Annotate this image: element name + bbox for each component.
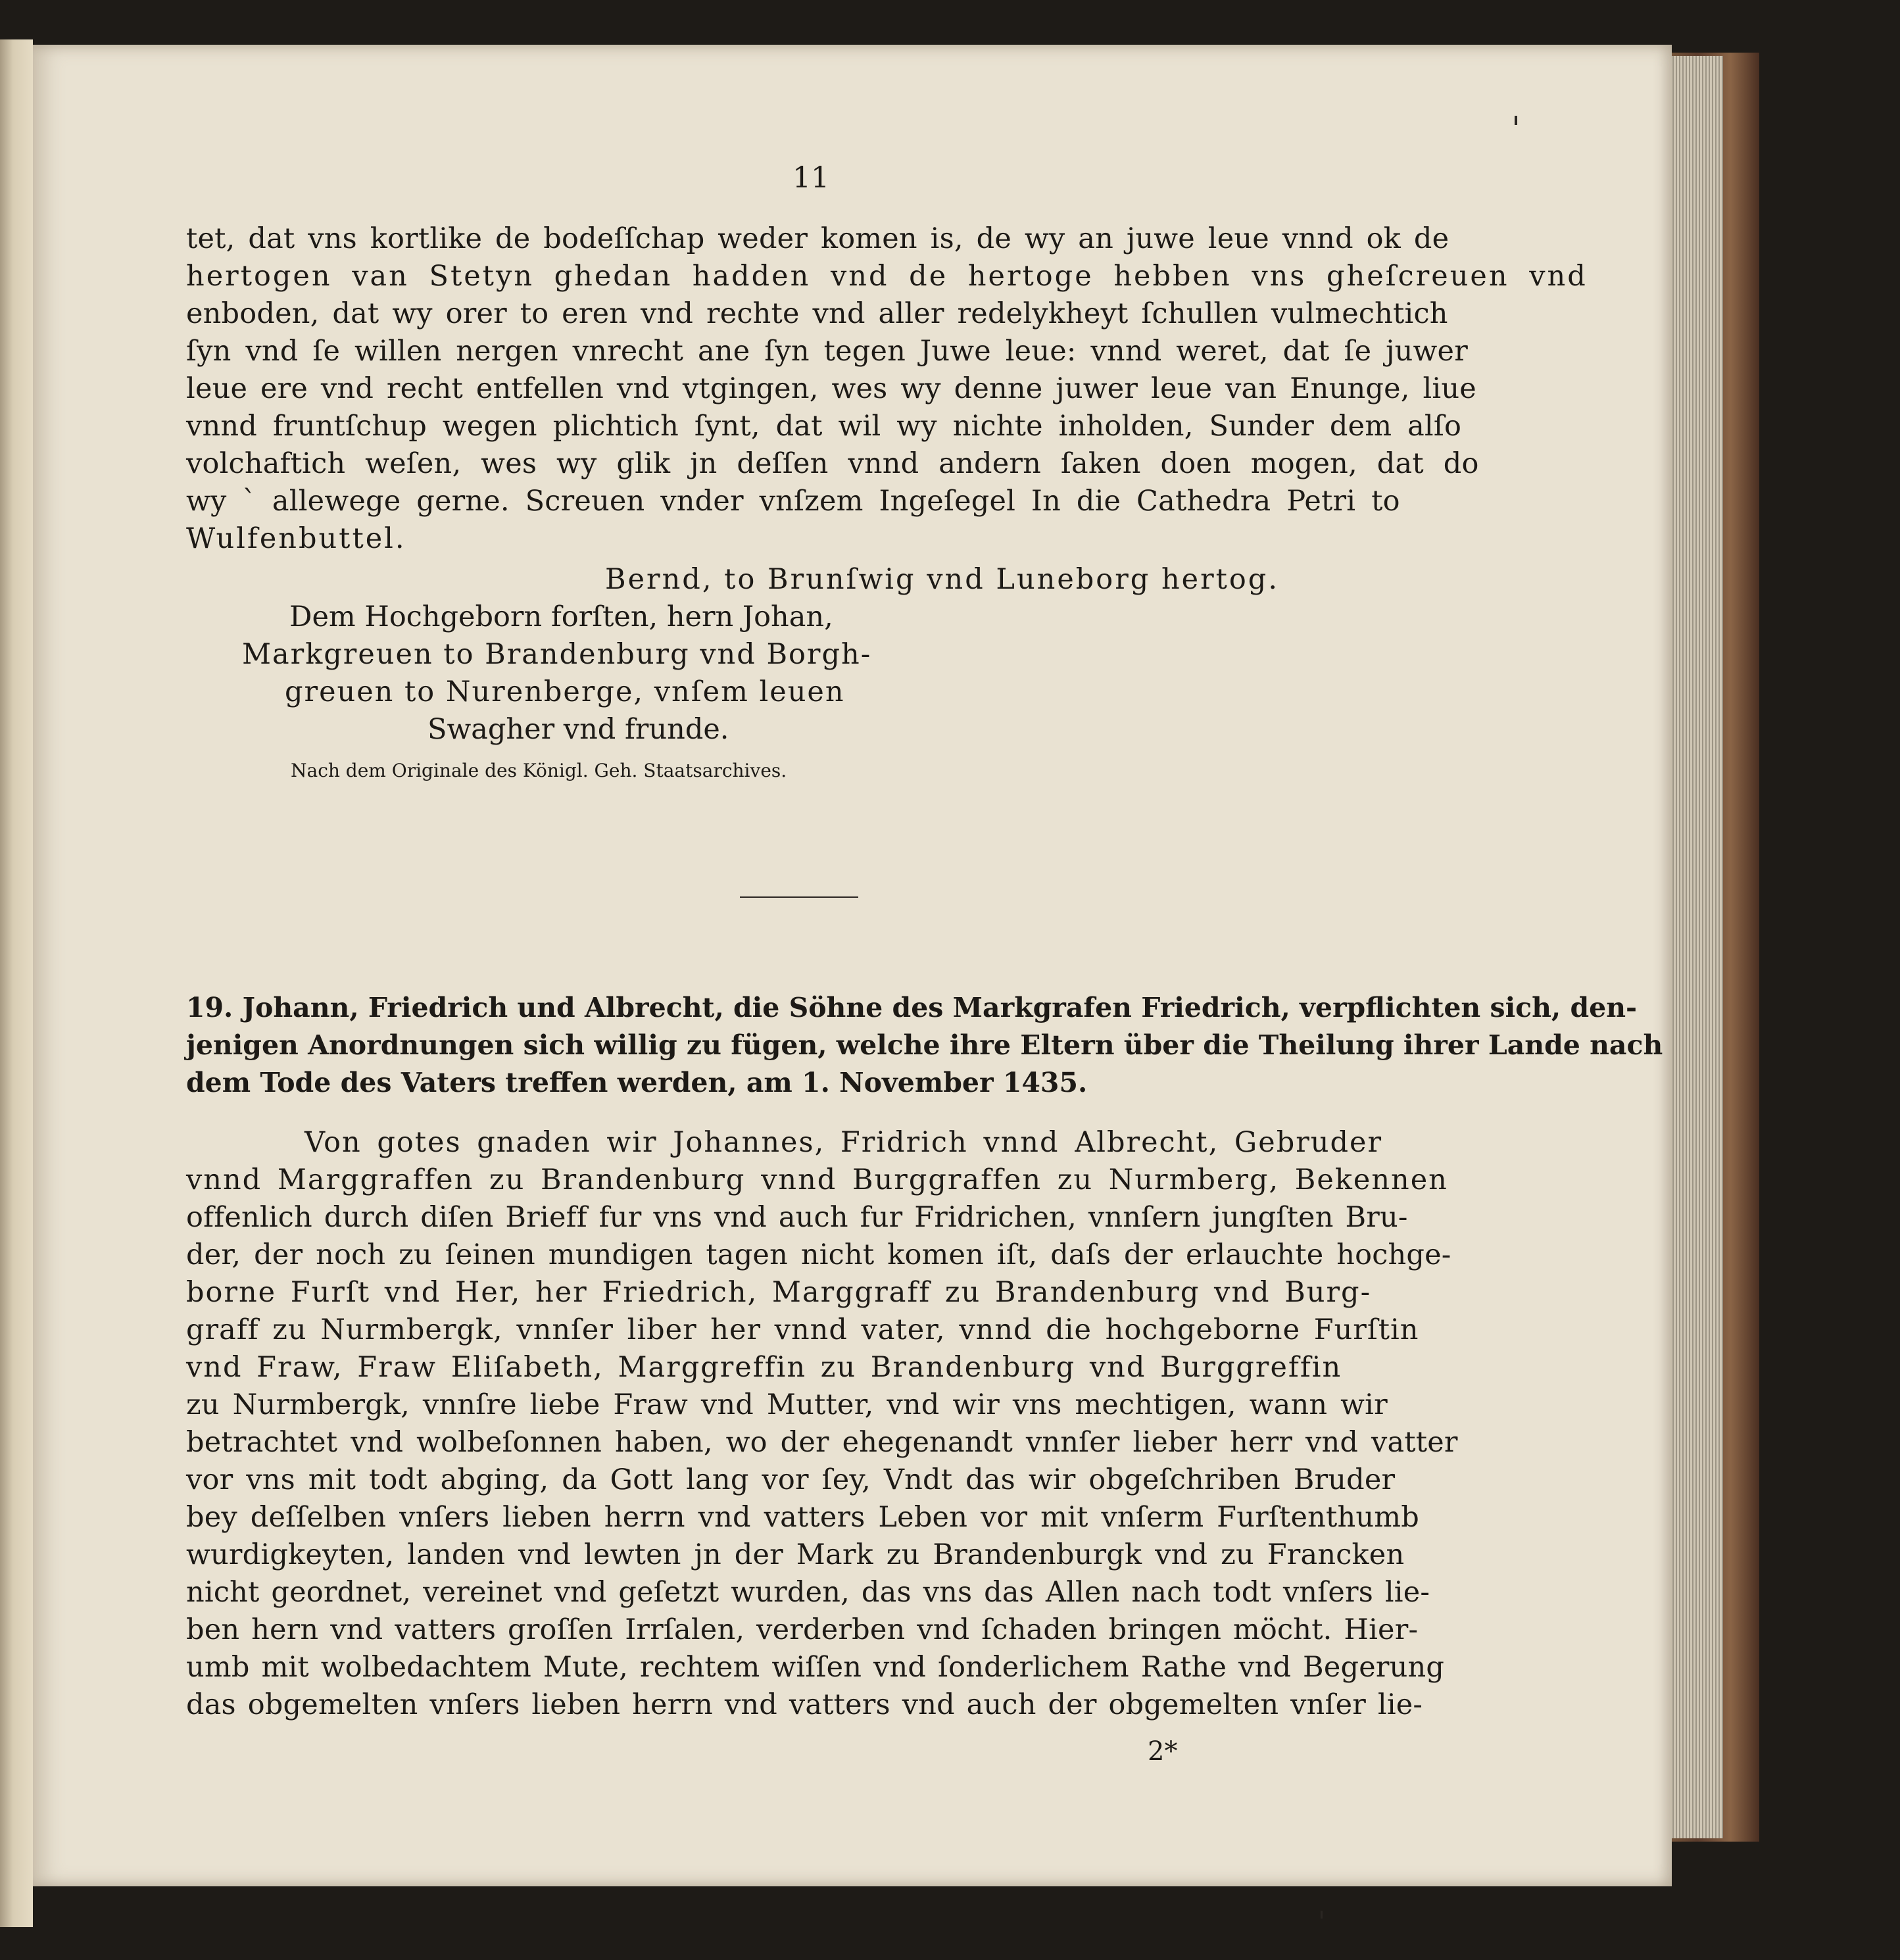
book-edge-left — [0, 39, 33, 1927]
letter-signature: Bernd, to Brunſwig vnd Luneborg hertog. — [605, 563, 1279, 596]
page-block-edge — [1664, 56, 1723, 1838]
charter-line: borne Furſt vnd Her, her Friedrich, Marggraff zu Brandenburg vnd Burg- — [186, 1276, 1372, 1309]
charter-line: bey deſſelben vnſers lieben herrn vnd vatters Leben vor mit vnſerm Furſtenthumb — [186, 1501, 1419, 1534]
charter-line: der, der noch zu ſeinen mundigen tagen nicht komen iſt, daſs der erlauchte hochge- — [186, 1238, 1451, 1271]
charter-line: zu Nurmbergk, vnnſre liebe Fraw vnd Mutter, vnd wir vns mechtigen, wann wir — [186, 1388, 1388, 1421]
document-heading-line: jenigen Anordnungen sich willig zu fügen, welche ihre Eltern über die Theilung ihrer Lande nach — [186, 1029, 1663, 1061]
address-line: Dem Hochgeborn forſten, hern Johan, — [289, 600, 833, 633]
letter-line: enboden, dat wy orer to eren vnd rechte vnd aller redelykheyt ſchullen vulmechtich — [186, 297, 1448, 330]
page-number: 11 — [792, 161, 829, 195]
charter-line: vnd Fraw, Fraw Eliſabeth, Marggreffin zu Brandenburg vnd Burggreffin — [186, 1351, 1342, 1384]
letter-line: wy ` allewege gerne. Screuen vnder vnſzem Ingeſegel In die Cathedra Petri to — [186, 485, 1400, 518]
letter-line: Wulfenbuttel. — [186, 522, 406, 555]
address-line: greuen to Nurenberge, vnſem leuen — [285, 675, 845, 708]
address-line: Swagher vnd frunde. — [427, 713, 729, 746]
charter-line: wurdigkeyten, landen vnd lewten jn der Mark zu Brandenburgk vnd zu Francken — [186, 1538, 1405, 1571]
letter-line: vnnd fruntſchup wegen plichtich ſynt, dat wil wy nichte inholden, Sunder dem alſo — [186, 410, 1462, 443]
signature-mark: 2* — [1148, 1736, 1178, 1767]
charter-line: offenlich durch diſen Brieff fur vns vnd auch fur Fridrichen, vnnſern jungſten Bru- — [186, 1201, 1408, 1234]
letter-line: leue ere vnd recht entfellen vnd vtgingen, wes wy denne juwer leue van Enunge, liue — [186, 372, 1476, 405]
charter-line: betrachtet vnd wolbeſonnen haben, wo der ehegenandt vnnſer lieber herr vnd vatter — [186, 1426, 1458, 1459]
source-note: Nach dem Originale des Königl. Geh. Staatsarchives. — [291, 760, 787, 781]
document-heading-line: 19. Johann, Friedrich und Albrecht, die Söhne des Markgrafen Friedrich, verpflichten sich, den- — [186, 992, 1638, 1023]
section-divider — [740, 896, 858, 898]
charter-line: nicht geordnet, vereinet vnd geſetzt wurden, das vns das Allen nach todt vnſers lie- — [186, 1576, 1430, 1609]
charter-line: graff zu Nurmbergk, vnnſer liber her vnnd vater, vnnd die hochgeborne Furſtin — [186, 1313, 1419, 1346]
letter-line: hertogen van Stetyn ghedan hadden vnd de hertoge hebben vns gheſcreuen vnd — [186, 260, 1588, 293]
letter-line: ſyn vnd ſe willen nergen vnrecht ane ſyn tegen Juwe leue: vnnd weret, dat ſe juwer — [186, 335, 1468, 368]
paper-speck — [1515, 116, 1517, 125]
document-heading-line: dem Tode des Vaters treffen werden, am 1. November 1435. — [186, 1067, 1088, 1098]
charter-line: das obgemelten vnſers lieben herrn vnd vatters vnd auch der obgemelten vnſer lie- — [186, 1688, 1423, 1721]
charter-line: ben hern vnd vatters groſſen Irrſalen, verderben vnd ſchaden bringen möcht. Hier- — [186, 1613, 1419, 1646]
charter-line: umb mit wolbedachtem Mute, rechtem wiſſen vnd ſonderlichem Rathe vnd Begerung — [186, 1651, 1445, 1684]
paper-speck — [1321, 1911, 1323, 1919]
letter-line: volchaftich weſen, wes wy glik jn deſſen vnnd andern ſaken doen mogen, dat do — [186, 447, 1479, 480]
letter-line: tet, dat vns kortlike de bodeſſchap weder komen is, de wy an juwe leue vnnd ok de — [186, 222, 1449, 255]
charter-line: vor vns mit todt abging, da Gott lang vor ſey, Vndt das wir obgeſchriben Bruder — [186, 1463, 1396, 1496]
address-line: Markgreuen to Brandenburg vnd Borgh- — [242, 638, 872, 671]
charter-line: Von gotes gnaden wir Johannes, Fridrich vnnd Albrecht, Gebruder — [304, 1126, 1383, 1159]
charter-line: vnnd Marggraffen zu Brandenburg vnnd Burggraffen zu Nurmberg, Bekennen — [186, 1164, 1448, 1196]
